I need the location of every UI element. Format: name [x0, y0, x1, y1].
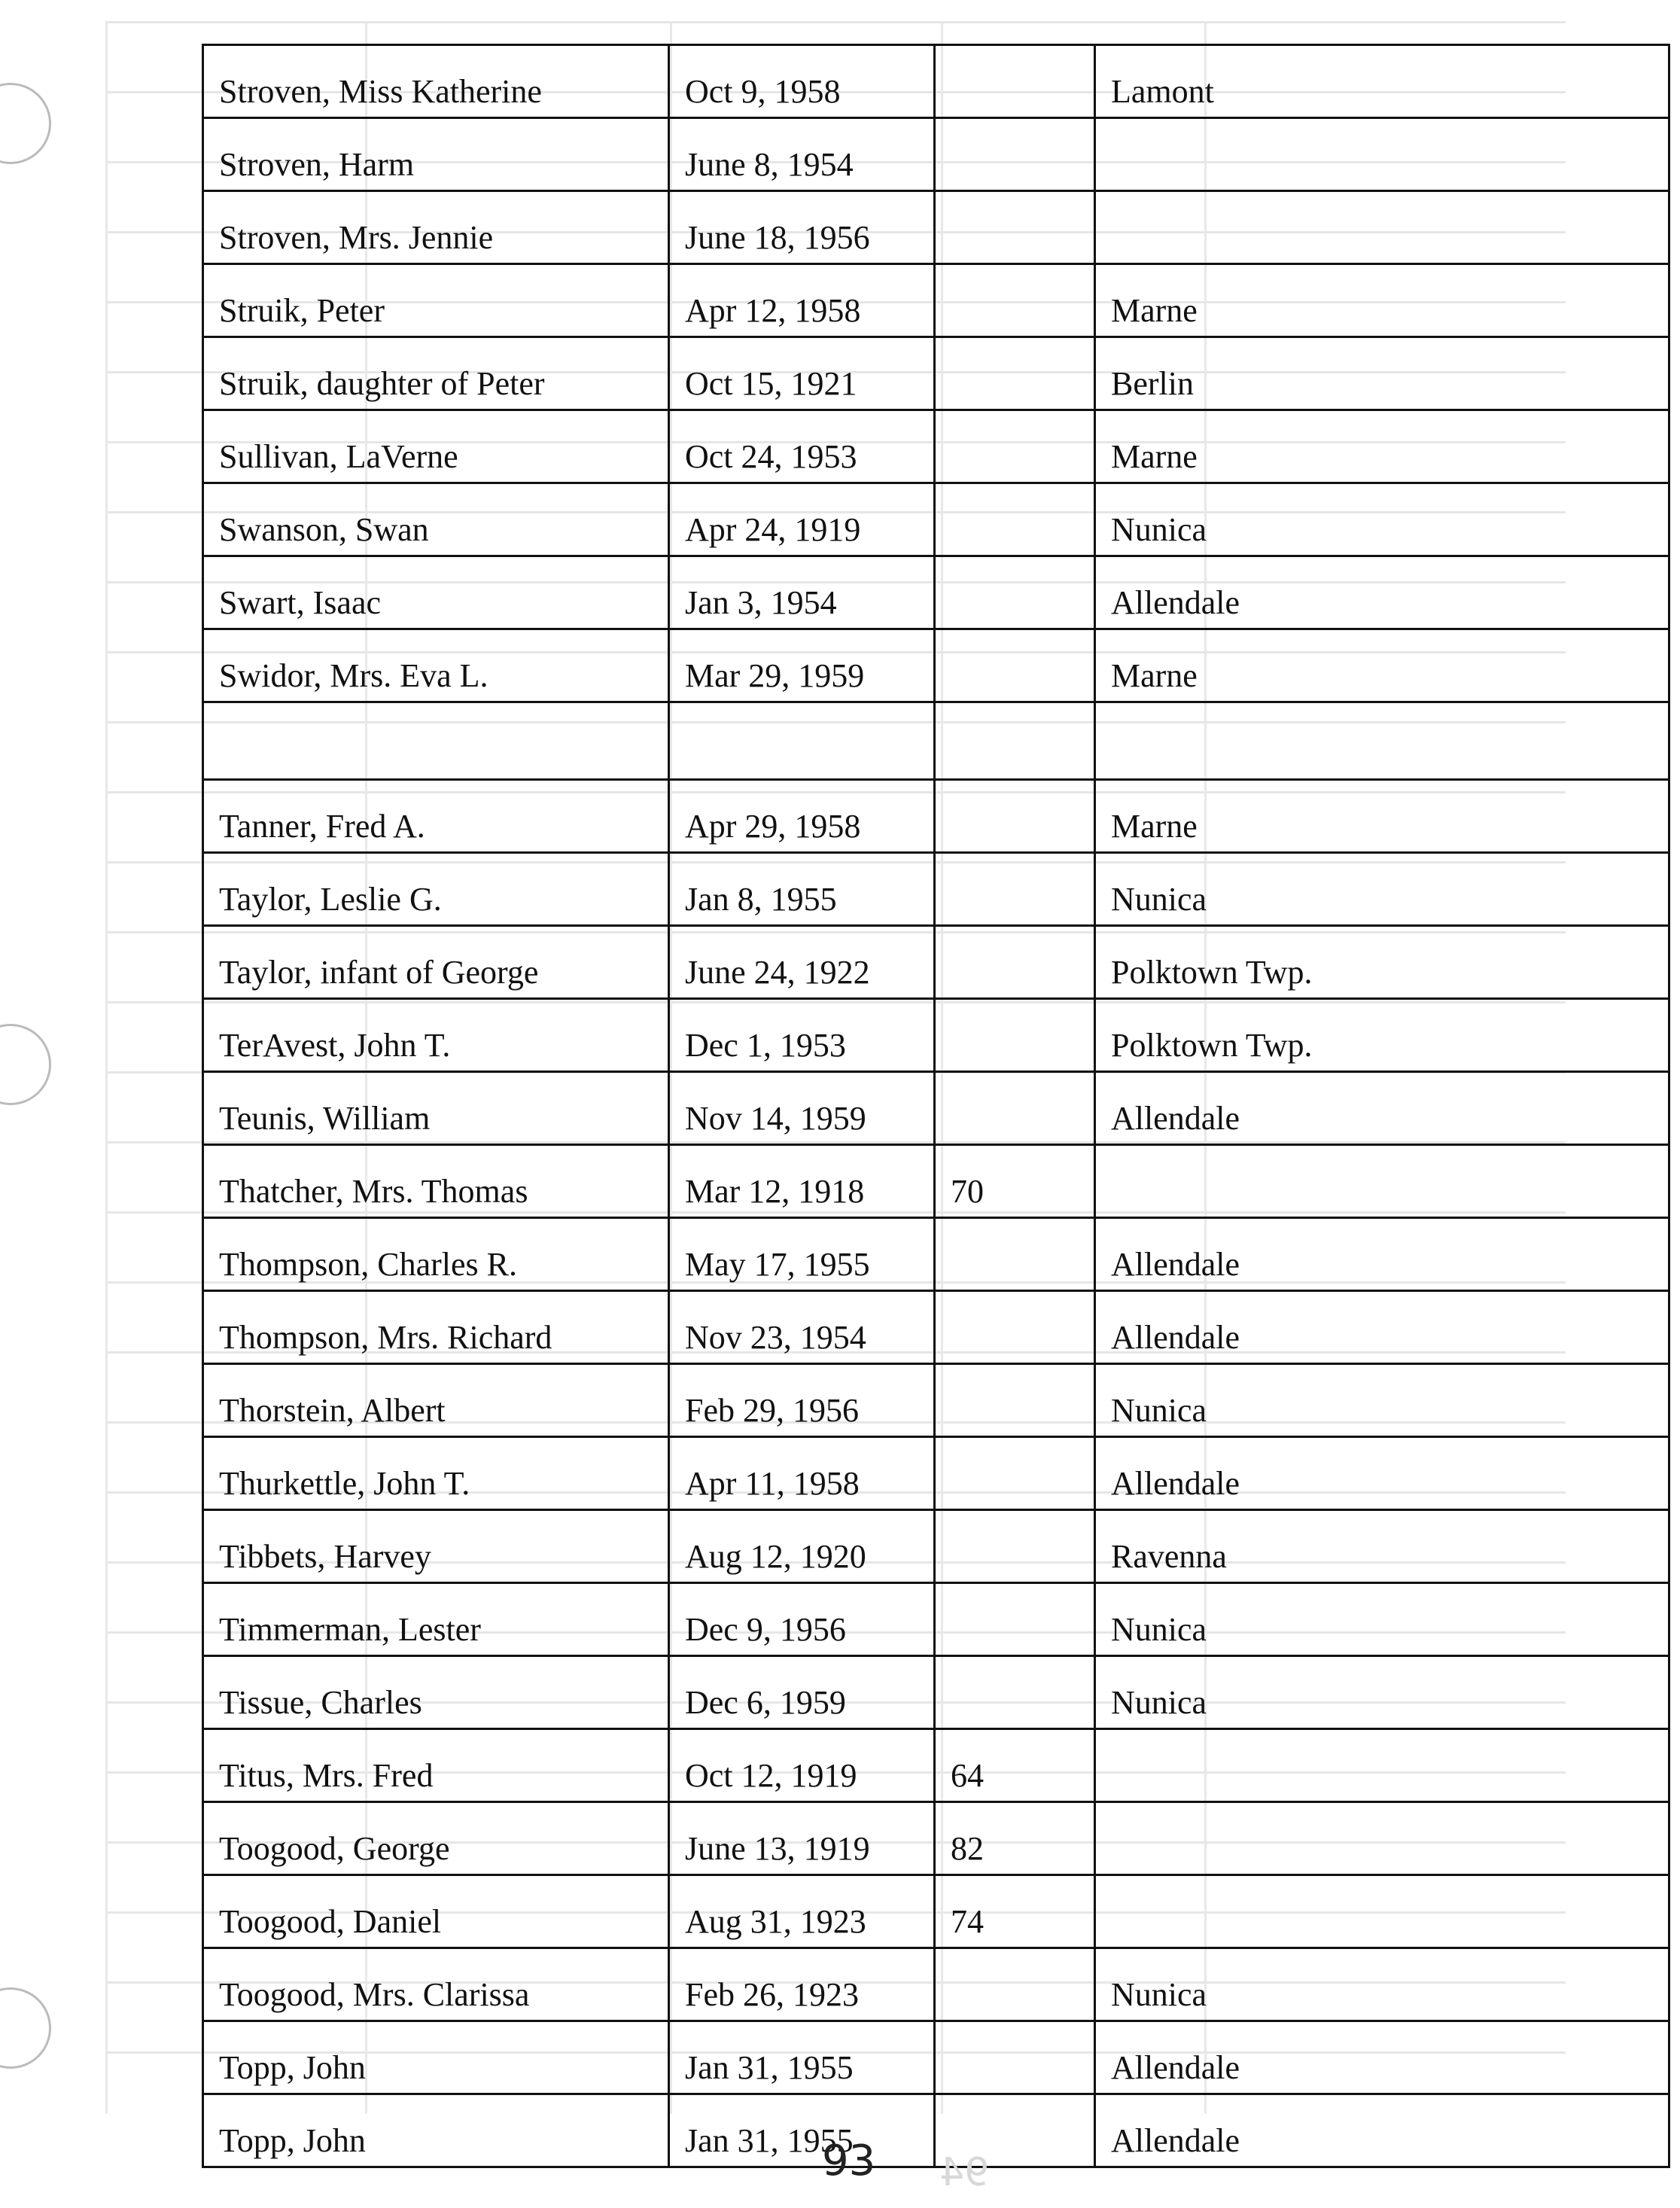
name-cell: Stroven, Miss Katherine [203, 45, 669, 118]
place-cell: Nunica [1095, 853, 1669, 926]
date-cell [669, 702, 935, 780]
date-cell: Nov 14, 1959 [669, 1072, 935, 1145]
date-cell: Aug 12, 1920 [669, 1510, 935, 1583]
table-row [203, 1218, 1669, 1291]
age-cell [935, 45, 1095, 118]
age-cell [935, 1510, 1095, 1583]
name-cell: Thompson, Charles R. [203, 1218, 669, 1291]
place-cell: Marne [1095, 780, 1669, 853]
bleed-through-line [105, 21, 1566, 23]
place-cell: Nunica [1095, 1583, 1669, 1656]
place-cell: Marne [1095, 410, 1669, 483]
table-row [203, 926, 1669, 999]
place-cell: Nunica [1095, 1948, 1669, 2021]
date-cell: Apr 12, 1958 [669, 264, 935, 337]
table-row [203, 1583, 1669, 1656]
name-cell: Sullivan, LaVerne [203, 410, 669, 483]
date-cell: Jan 31, 1955 [669, 2094, 935, 2167]
table-row [203, 1875, 1669, 1948]
date-cell: June 18, 1956 [669, 191, 935, 264]
place-cell: Polktown Twp. [1095, 926, 1669, 999]
table-row [203, 853, 1669, 926]
name-cell: Stroven, Harm [203, 118, 669, 191]
place-cell: Marne [1095, 629, 1669, 702]
date-cell: Oct 9, 1958 [669, 45, 935, 118]
name-cell: Swart, Isaac [203, 556, 669, 629]
place-cell: Berlin [1095, 337, 1669, 410]
date-cell: Mar 29, 1959 [669, 629, 935, 702]
table-row [203, 1437, 1669, 1510]
records-table [202, 44, 1670, 2168]
place-cell: Nunica [1095, 1656, 1669, 1729]
name-cell: Timmerman, Lester [203, 1583, 669, 1656]
table-row [203, 1729, 1669, 1802]
age-cell [935, 337, 1095, 410]
date-cell: June 13, 1919 [669, 1802, 935, 1875]
table-row [203, 780, 1669, 853]
place-cell: Allendale [1095, 1072, 1669, 1145]
date-cell: Dec 6, 1959 [669, 1656, 935, 1729]
age-cell [935, 410, 1095, 483]
name-cell: Tissue, Charles [203, 1656, 669, 1729]
punch-hole-middle [0, 1024, 51, 1105]
name-cell: Topp, John [203, 2021, 669, 2094]
name-cell: Teunis, William [203, 1072, 669, 1145]
place-cell: Allendale [1095, 1437, 1669, 1510]
name-cell: Taylor, Leslie G. [203, 853, 669, 926]
table-row [203, 264, 1669, 337]
table-row [203, 337, 1669, 410]
age-cell [935, 780, 1095, 853]
table-row [203, 1802, 1669, 1875]
date-cell: Feb 29, 1956 [669, 1364, 935, 1437]
date-cell: Jan 31, 1955 [669, 2021, 935, 2094]
table-row [203, 999, 1669, 1072]
table-row [203, 45, 1669, 118]
age-cell [935, 1218, 1095, 1291]
age-cell [935, 1437, 1095, 1510]
place-cell: Marne [1095, 264, 1669, 337]
place-cell: Allendale [1095, 2021, 1669, 2094]
name-cell: Toogood, Daniel [203, 1875, 669, 1948]
place-cell: Lamont [1095, 45, 1669, 118]
name-cell: Struik, Peter [203, 264, 669, 337]
punch-hole-top [0, 83, 51, 164]
age-cell [935, 1948, 1095, 2021]
date-cell: Oct 24, 1953 [669, 410, 935, 483]
bleed-through-page-number: 94 [939, 2150, 990, 2195]
name-cell: Tanner, Fred A. [203, 780, 669, 853]
table-row [203, 1656, 1669, 1729]
date-cell: Jan 8, 1955 [669, 853, 935, 926]
age-cell [935, 191, 1095, 264]
age-cell [935, 1656, 1095, 1729]
name-cell: Tibbets, Harvey [203, 1510, 669, 1583]
name-cell: Stroven, Mrs. Jennie [203, 191, 669, 264]
table-row [203, 702, 1669, 780]
age-cell: 70 [935, 1145, 1095, 1218]
date-cell: Aug 31, 1923 [669, 1875, 935, 1948]
name-cell: Toogood, George [203, 1802, 669, 1875]
age-cell [935, 1364, 1095, 1437]
age-cell [935, 1072, 1095, 1145]
age-cell [935, 702, 1095, 780]
place-cell: Nunica [1095, 483, 1669, 556]
name-cell: Taylor, infant of George [203, 926, 669, 999]
place-cell [1095, 118, 1669, 191]
date-cell: Oct 15, 1921 [669, 337, 935, 410]
age-cell [935, 556, 1095, 629]
table-row [203, 118, 1669, 191]
date-cell: Jan 3, 1954 [669, 556, 935, 629]
date-cell: Dec 9, 1956 [669, 1583, 935, 1656]
name-cell: Thatcher, Mrs. Thomas [203, 1145, 669, 1218]
table-row [203, 2021, 1669, 2094]
table-row [203, 1510, 1669, 1583]
name-cell: Swanson, Swan [203, 483, 669, 556]
table-row [203, 556, 1669, 629]
date-cell: June 8, 1954 [669, 118, 935, 191]
place-cell [1095, 1145, 1669, 1218]
table-row [203, 1291, 1669, 1364]
table-row [203, 629, 1669, 702]
name-cell: Topp, John [203, 2094, 669, 2167]
place-cell [1095, 1875, 1669, 1948]
date-cell: Nov 23, 1954 [669, 1291, 935, 1364]
punch-hole-bottom [0, 1987, 51, 2069]
table-row [203, 410, 1669, 483]
place-cell: Nunica [1095, 1364, 1669, 1437]
name-cell: Swidor, Mrs. Eva L. [203, 629, 669, 702]
name-cell: TerAvest, John T. [203, 999, 669, 1072]
date-cell: Oct 12, 1919 [669, 1729, 935, 1802]
place-cell: Allendale [1095, 556, 1669, 629]
age-cell [935, 118, 1095, 191]
page-number: 93 [822, 2136, 876, 2185]
date-cell: Mar 12, 1918 [669, 1145, 935, 1218]
age-cell [935, 999, 1095, 1072]
date-cell: Apr 11, 1958 [669, 1437, 935, 1510]
name-cell: Struik, daughter of Peter [203, 337, 669, 410]
table-row [203, 191, 1669, 264]
table-row [203, 1948, 1669, 2021]
date-cell: Feb 26, 1923 [669, 1948, 935, 2021]
name-cell: Titus, Mrs. Fred [203, 1729, 669, 1802]
age-cell [935, 1583, 1095, 1656]
date-cell: Apr 29, 1958 [669, 780, 935, 853]
table-row [203, 1072, 1669, 1145]
place-cell [1095, 702, 1669, 780]
place-cell [1095, 1729, 1669, 1802]
table-row [203, 1364, 1669, 1437]
table-row [203, 1145, 1669, 1218]
age-cell: 64 [935, 1729, 1095, 1802]
place-cell: Allendale [1095, 1218, 1669, 1291]
age-cell [935, 2021, 1095, 2094]
date-cell: June 24, 1922 [669, 926, 935, 999]
bleed-through-column [105, 21, 108, 2114]
place-cell: Ravenna [1095, 1510, 1669, 1583]
name-cell: Thurkettle, John T. [203, 1437, 669, 1510]
age-cell [935, 853, 1095, 926]
date-cell: May 17, 1955 [669, 1218, 935, 1291]
age-cell [935, 926, 1095, 999]
age-cell [935, 1291, 1095, 1364]
age-cell: 82 [935, 1802, 1095, 1875]
name-cell: Thompson, Mrs. Richard [203, 1291, 669, 1364]
name-cell [203, 702, 669, 780]
age-cell [935, 264, 1095, 337]
place-cell: Polktown Twp. [1095, 999, 1669, 1072]
table-row [203, 483, 1669, 556]
place-cell: Allendale [1095, 1291, 1669, 1364]
age-cell: 74 [935, 1875, 1095, 1948]
place-cell: Allendale [1095, 2094, 1669, 2167]
date-cell: Dec 1, 1953 [669, 999, 935, 1072]
date-cell: Apr 24, 1919 [669, 483, 935, 556]
age-cell [935, 629, 1095, 702]
age-cell [935, 483, 1095, 556]
name-cell: Toogood, Mrs. Clarissa [203, 1948, 669, 2021]
place-cell [1095, 1802, 1669, 1875]
place-cell [1095, 191, 1669, 264]
table-row [203, 2094, 1669, 2167]
name-cell: Thorstein, Albert [203, 1364, 669, 1437]
